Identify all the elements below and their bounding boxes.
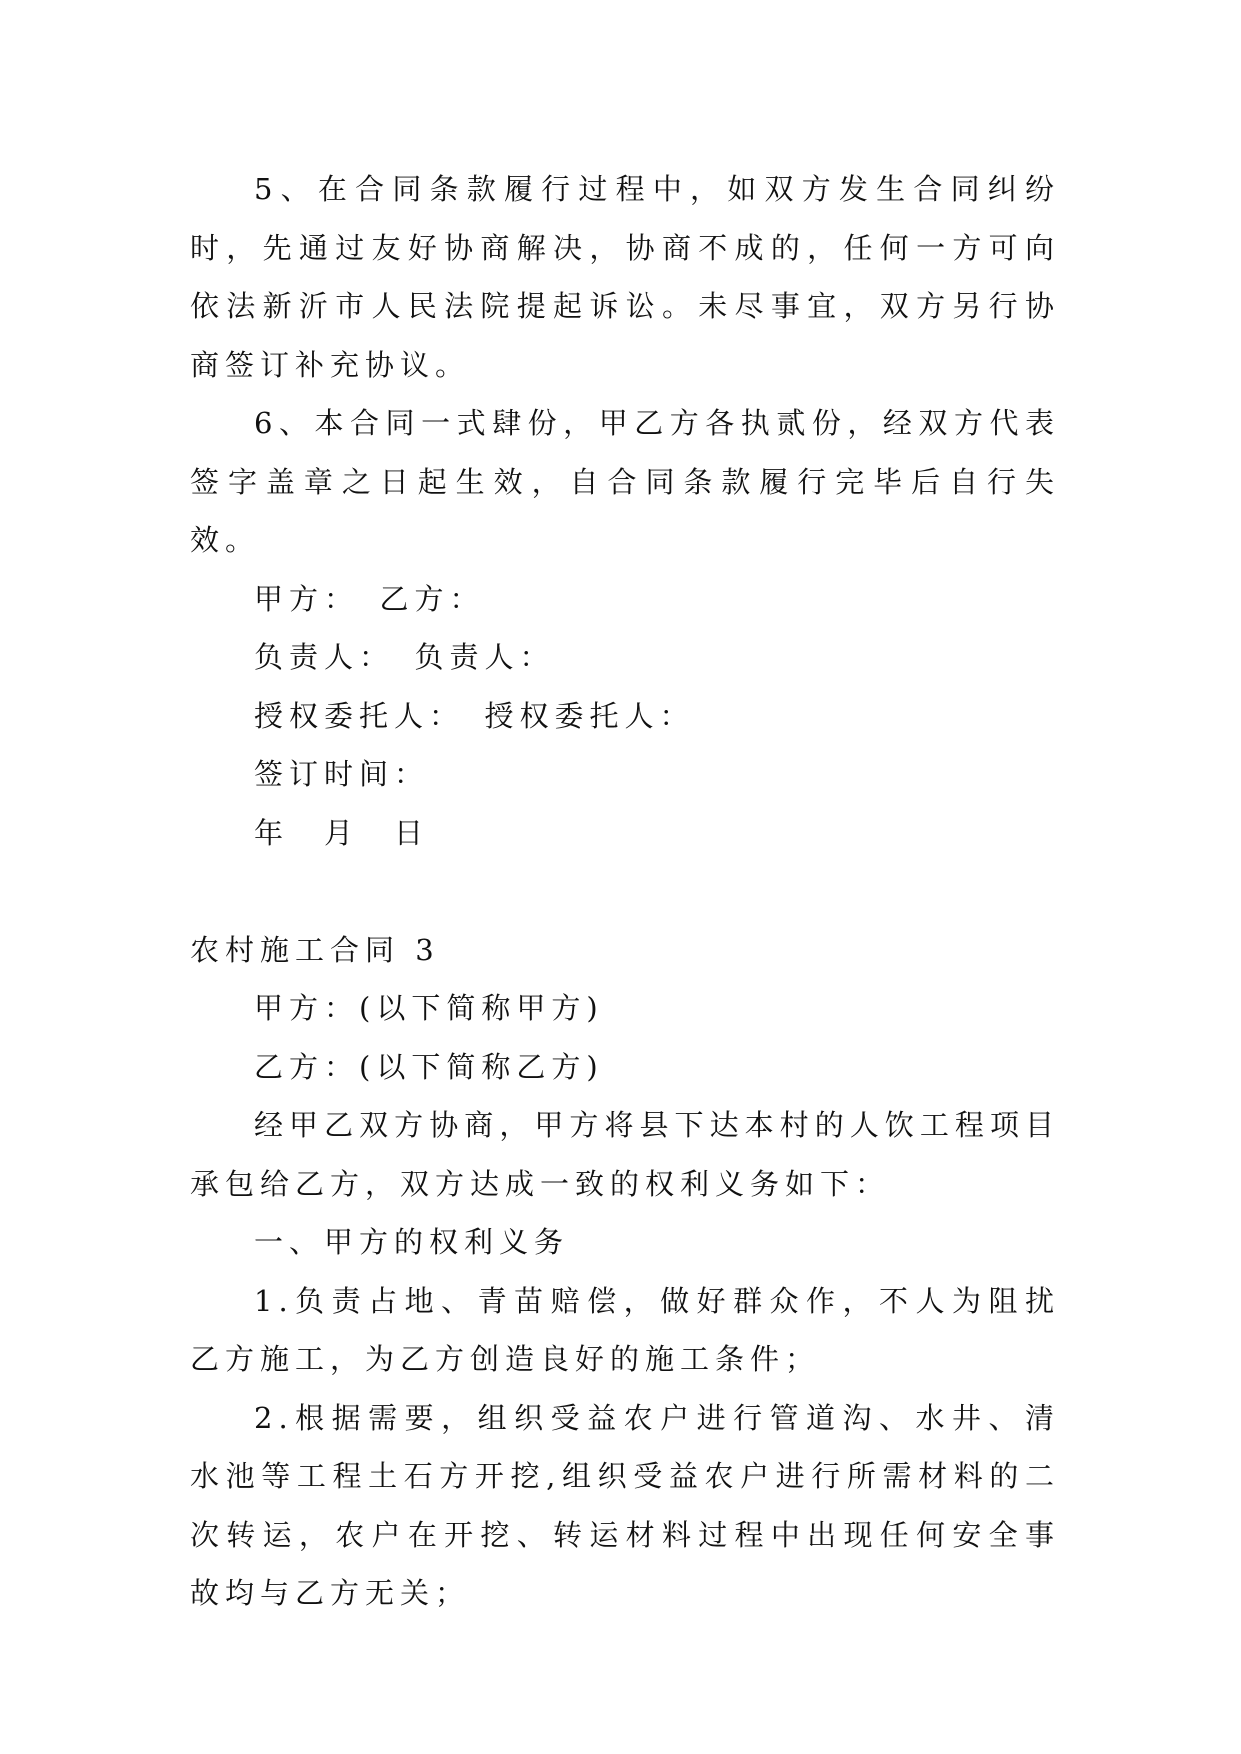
- duty-1-paragraph: 1.负责占地、青苗赔偿，做好群众作，不人为阻扰乙方施工，为乙方创造良好的施工条件；: [190, 1283, 1060, 1376]
- intro-paragraph: 经甲乙双方协商，甲方将县下达本村的人饮工程项目承包给乙方，双方达成一致的权利义务如下：: [190, 1108, 1060, 1201]
- signature-date-line: 年 月 日: [254, 815, 430, 850]
- signature-party-line: 甲方： 乙方：: [254, 581, 485, 616]
- signature-responsible-line: 负责人： 负责人：: [254, 640, 555, 674]
- signature-date-label: 签订时间：: [254, 757, 430, 791]
- party-a-duties-heading: 一、甲方的权利义务: [254, 1225, 570, 1259]
- clause-5-paragraph: 5、在合同条款履行过程中，如双方发生合同纠纷时，先通过友好协商解决，协商不成的，任何一方可向依法新沂市人民法院提起诉讼。未尽事宜，双方另行协商签订补充协议。: [190, 172, 1060, 382]
- section-spacer: [190, 862, 1060, 921]
- section-title: 农村施工合同 3: [190, 932, 440, 967]
- clause-6-paragraph: 6、本合同一式肆份，甲乙方各执贰份，经双方代表签字盖章之日起生效，自合同条款履行完毕后自行失效。: [190, 406, 1060, 557]
- party-a-line: 甲方：(以下简称甲方): [254, 991, 604, 1025]
- document-body: [190, 160, 1060, 1623]
- duty-2-paragraph: 2.根据需要，组织受益农户进行管道沟、水井、清水池等工程土石方开挖,组织受益农户进行所需材料的二次转运，农户在开挖、转运材料过程中出现任何安全事故均与乙方无关；: [190, 1400, 1060, 1610]
- party-b-line: 乙方：(以下简称乙方): [254, 1049, 604, 1084]
- signature-authorized-line: 授权委托人： 授权委托人：: [254, 698, 695, 733]
